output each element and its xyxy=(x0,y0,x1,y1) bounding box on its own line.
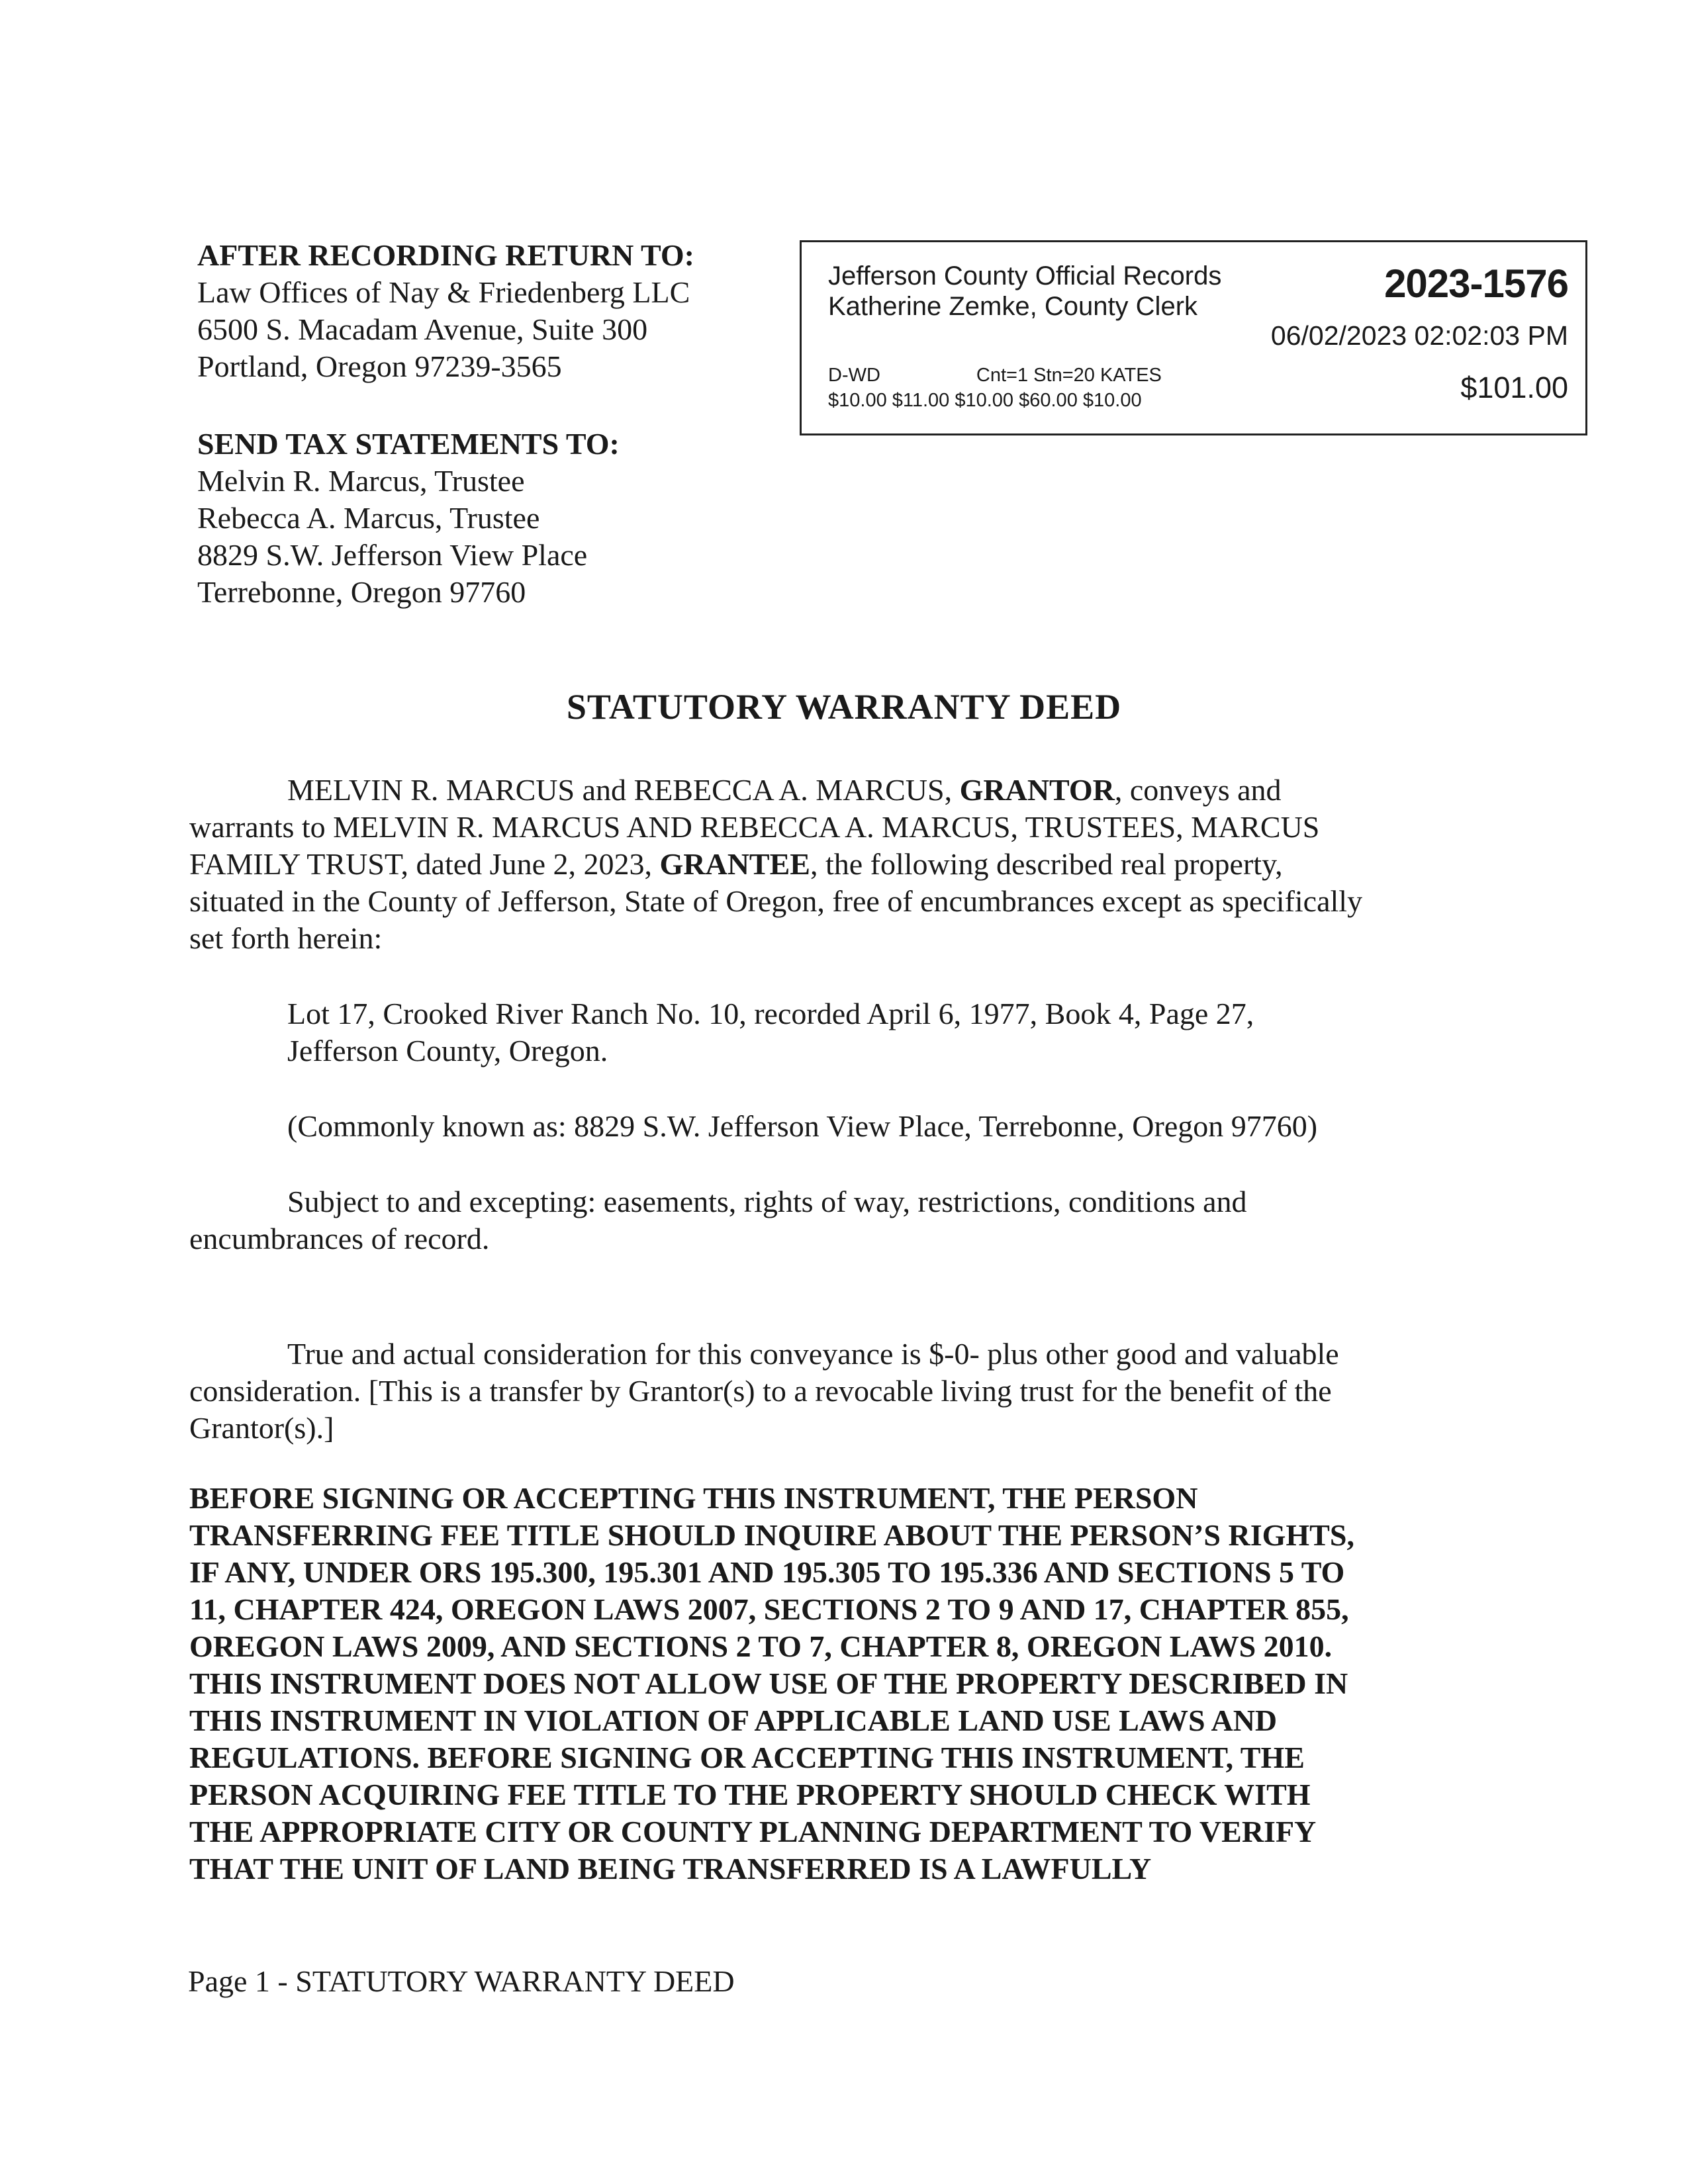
paragraph-line: set forth herein: xyxy=(189,921,383,955)
recording-office xyxy=(828,261,1221,322)
recording-clerk-name: Katherine Zemke, County Clerk xyxy=(828,292,1198,321)
warning-line: THAT THE UNIT OF LAND BEING TRANSFERRED IS A LAWFULLY xyxy=(189,1852,1152,1886)
tax-heading: SEND TAX STATEMENTS TO: xyxy=(197,427,620,461)
return-address-block xyxy=(197,237,694,385)
warning-line: PERSON ACQUIRING FEE TITLE TO THE PROPERTY SHOULD CHECK WITH xyxy=(189,1778,1311,1811)
tax-statement-block xyxy=(197,426,620,611)
warning-line: 11, CHAPTER 424, OREGON LAWS 2007, SECTIONS 2 TO 9 AND 17, CHAPTER 855, xyxy=(189,1592,1349,1626)
warning-line: OREGON LAWS 2009, AND SECTIONS 2 TO 7, CHAPTER 8, OREGON LAWS 2010. xyxy=(189,1629,1333,1663)
tax-line: Terrebonne, Oregon 97760 xyxy=(197,575,526,609)
paragraph-line: Grantor(s).] xyxy=(189,1411,334,1445)
paragraph-line: True and actual consideration for this conveyance is $-0- plus other good and valuable xyxy=(287,1337,1339,1371)
page-title: STATUTORY WARRANTY DEED xyxy=(566,687,1122,727)
return-line: Portland, Oregon 97239-3565 xyxy=(197,349,562,383)
legal-description-line: Jefferson County, Oregon. xyxy=(287,1034,608,1068)
paragraph-line: Subject to and excepting: easements, rights of way, restrictions, conditions and xyxy=(287,1185,1247,1218)
page-footer: Page 1 - STATUTORY WARRANTY DEED xyxy=(188,1964,735,1998)
paragraph-line: consideration. [This is a transfer by Grantor(s) to a revocable living trust for the benefit of the xyxy=(189,1374,1332,1408)
recording-codes xyxy=(828,363,1162,413)
return-line: 6500 S. Macadam Avenue, Suite 300 xyxy=(197,312,648,346)
count-station: Cnt=1 Stn=20 KATES xyxy=(976,365,1162,386)
paragraph-line: warrants to MELVIN R. MARCUS AND REBECCA A. MARCUS, TRUSTEES, MARCUS xyxy=(189,810,1320,844)
legal-description-line: Lot 17, Crooked River Ranch No. 10, recorded April 6, 1977, Book 4, Page 27, xyxy=(287,997,1254,1030)
warning-line: THE APPROPRIATE CITY OR COUNTY PLANNING DEPARTMENT TO VERIFY xyxy=(189,1815,1317,1848)
doc-type-code: D-WD xyxy=(828,365,880,386)
consideration-paragraph xyxy=(189,1336,1487,1447)
return-line: Law Offices of Nay & Friedenberg LLC xyxy=(197,275,690,309)
subject-to-paragraph xyxy=(189,1183,1487,1257)
tax-line: 8829 S.W. Jefferson View Place xyxy=(197,538,588,572)
paragraph-line: FAMILY TRUST, dated June 2, 2023, GRANTEE, the following described real property, xyxy=(189,847,1283,881)
recording-office-name: Jefferson County Official Records xyxy=(828,261,1222,291)
grantor-label: GRANTOR xyxy=(959,773,1115,807)
recording-datetime: 06/02/2023 02:02:03 PM xyxy=(1270,320,1568,351)
warning-line: THIS INSTRUMENT DOES NOT ALLOW USE OF THE PROPERTY DESCRIBED IN xyxy=(189,1666,1348,1700)
warning-line: TRANSFERRING FEE TITLE SHOULD INQUIRE ABOUT THE PERSON’S RIGHTS, xyxy=(189,1518,1354,1552)
warning-line: THIS INSTRUMENT IN VIOLATION OF APPLICABLE LAND USE LAWS AND xyxy=(189,1704,1278,1737)
warning-line: BEFORE SIGNING OR ACCEPTING THIS INSTRUMENT, THE PERSON xyxy=(189,1481,1198,1515)
warning-line: IF ANY, UNDER ORS 195.300, 195.301 AND 195.305 TO 195.336 AND SECTIONS 5 TO xyxy=(189,1555,1345,1589)
legal-description xyxy=(287,995,1254,1069)
document-number: 2023-1576 xyxy=(1384,261,1568,306)
recording-stamp xyxy=(800,240,1587,435)
paragraph-line: MELVIN R. MARCUS and REBECCA A. MARCUS, GRANTOR, conveys and xyxy=(287,773,1282,807)
property-address: (Commonly known as: 8829 S.W. Jefferson View Place, Terrebonne, Oregon 97760) xyxy=(287,1109,1318,1143)
return-heading: AFTER RECORDING RETURN TO: xyxy=(197,238,695,272)
tax-line: Rebecca A. Marcus, Trustee xyxy=(197,501,540,535)
paragraph-line: situated in the County of Jefferson, State of Oregon, free of encumbrances except as specifically xyxy=(189,884,1363,918)
tax-line: Melvin R. Marcus, Trustee xyxy=(197,464,525,498)
grantor-paragraph xyxy=(189,772,1487,957)
statutory-warning xyxy=(189,1480,1354,1888)
paragraph-line: encumbrances of record. xyxy=(189,1222,490,1255)
grantee-label: GRANTEE xyxy=(659,847,810,881)
fee-total: $101.00 xyxy=(1460,371,1568,404)
warning-line: REGULATIONS. BEFORE SIGNING OR ACCEPTING THIS INSTRUMENT, THE xyxy=(189,1741,1305,1774)
fee-breakdown: $10.00 $11.00 $10.00 $60.00 $10.00 xyxy=(828,390,1142,411)
